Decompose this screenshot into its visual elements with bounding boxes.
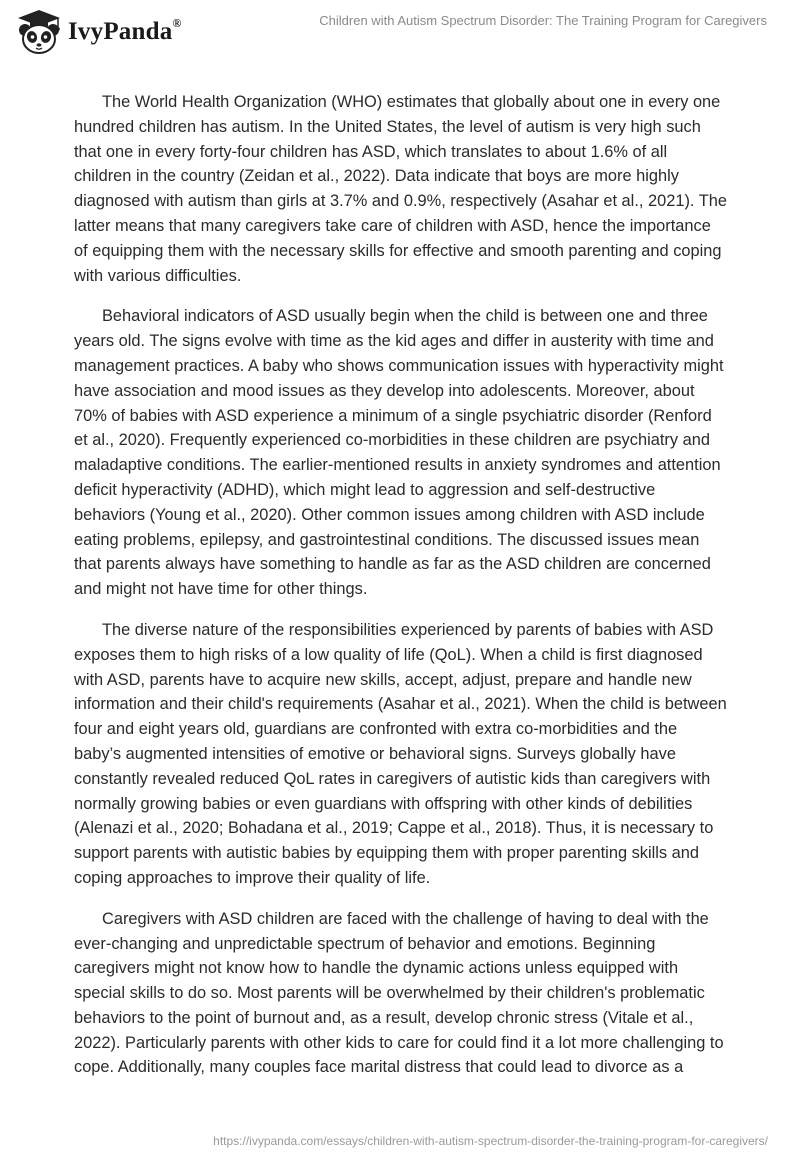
- paragraph: The World Health Organization (WHO) estimates that globally about one in every one hundred children has autism. In the United States, the level of autism is very high such that one in every forty-four children has ASD, which translates to about 1.6% of all children in the country (Zeidan et al., 2022). Data indicate that boys are more highly diagnosed with autism than girls at 3.7% and 0.9%, respectively (Asahar et al., 2021). The latter means that many caregivers take care of children with ASD, hence the importance of equipping them with the necessary skills for effective and smooth parenting and coping with various difficulties.: [74, 93, 727, 285]
- ivypanda-logo[interactable]: [14, 8, 182, 56]
- panda-graduate-icon: [14, 8, 64, 56]
- paragraph: The diverse nature of the responsibilities experienced by parents of babies with ASD exposes them to high risks of a low quality of life (QoL). When a child is first diagnosed with ASD, parents have to acquire new skills, accept, adjust, prepare and handle new information and their child's requirements (Asahar et al., 2021). When the child is between four and eight years old, guardians are confronted with extra co-morbidities and the baby’s augmented intensities of emotive or behavioral signs. Surveys globally have constantly revealed reduced QoL rates in caregivers of autistic kids than caregivers with normally growing babies or even guardians with offspring with other kinds of debilities (Alenazi et al., 2020; Bohadana et al., 2019; Cappe et al., 2018). Thus, it is necessary to support parents with autistic babies by equipping them with proper parenting skills and coping approaches to improve their quality of life.: [74, 620, 727, 887]
- brand-name: IvyPanda®: [68, 16, 182, 45]
- registered-mark: ®: [172, 16, 182, 30]
- page-header: [0, 0, 800, 62]
- document-title: Children with Autism Spectrum Disorder: The Training Program for Caregivers: [319, 13, 767, 28]
- essay-body: [74, 90, 728, 1096]
- paragraph: Caregivers with ASD children are faced with the challenge of having to deal with the ever-changing and unpredictable spectrum of behavior and emotions. Beginning caregivers might not know how to handle the dynamic actions unless equipped with special skills to do so. Most parents will be overwhelmed by their children's problematic behaviors to the point of burnout and, as a result, develop chronic stress (Vitale et al., 2022). Particularly parents with other kids to care for could find it a lot more challenging to cope. Additionally, many couples face marital distress that could lead to divorce as a: [74, 909, 724, 1077]
- source-url[interactable]: https://ivypanda.com/essays/children-with-autism-spectrum-disorder-the-training-program-for-caregivers/: [213, 1134, 768, 1148]
- paragraph: Behavioral indicators of ASD usually begin when the child is between one and three years old. The signs evolve with time as the kid ages and differ in austerity with time and management practices. A baby who shows communication issues with hyperactivity might have association and mood issues as they develop into adolescents. Moreover, about 70% of babies with ASD experience a minimum of a single psychiatric disorder (Renford et al., 2020). Frequently experienced co-morbidities in these children are psychiatry and maladaptive conditions. The earlier-mentioned results in anxiety syndromes and attention deficit hyperactivity (ADHD), which might lead to aggression and self-destructive behaviors (Young et al., 2020). Other common issues among children with ASD include eating problems, epilepsy, and gastrointestinal conditions. The discussed issues mean that parents always have something to handle as far as the ASD children are concerned and might not have time for other things.: [74, 307, 724, 599]
